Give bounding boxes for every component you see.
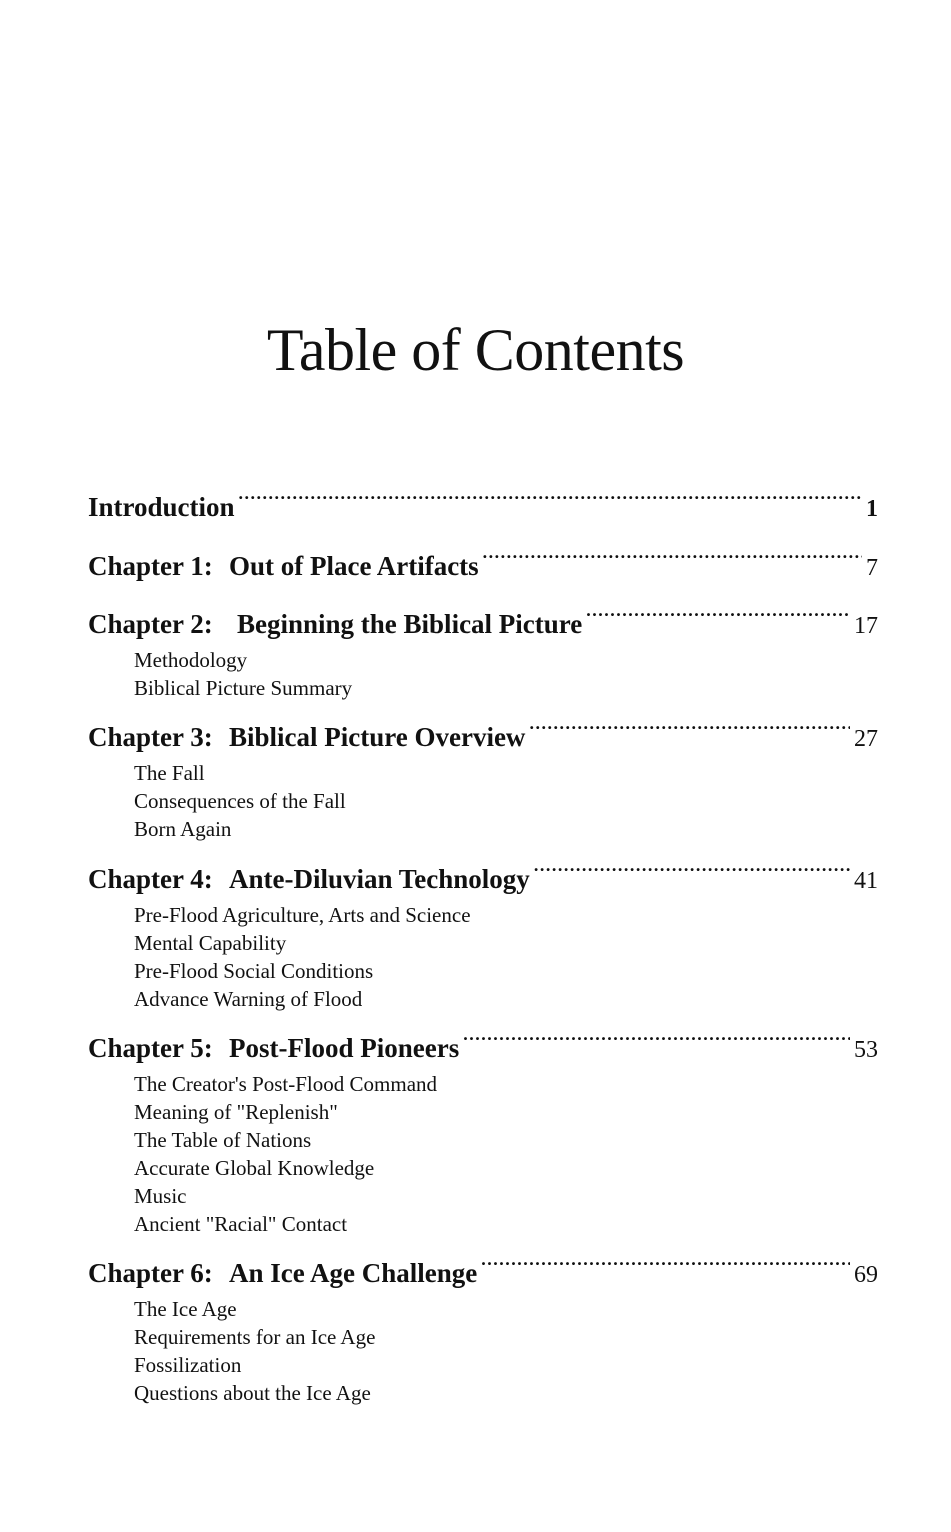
subsection-item: Fossilization (134, 1353, 242, 1377)
page-number: 41 (854, 868, 878, 894)
subsection-item: Pre-Flood Social Conditions (134, 959, 374, 983)
chapter-number: Chapter 1: (88, 551, 213, 581)
subsection-item: Methodology (134, 648, 248, 672)
subsection-item: The Creator's Post-Flood Command (134, 1072, 438, 1096)
toc-entry-chapter-1 (88, 541, 878, 585)
entry-title: Out of Place Artifacts (229, 551, 479, 581)
chapter-number: Chapter 4: (88, 864, 213, 894)
page-title: Table of Contents (266, 317, 685, 383)
subsection-list (134, 646, 878, 702)
dot-leader (534, 854, 850, 888)
toc-entry-line (88, 541, 878, 585)
page-number: 27 (854, 726, 878, 752)
subsection-item: Music (134, 1184, 187, 1208)
subsection-item: Accurate Global Knowledge (134, 1156, 375, 1180)
chapter-number: Chapter 5: (88, 1033, 213, 1063)
toc-entry-chapter-2 (88, 599, 878, 702)
toc-entry-line (88, 1248, 878, 1292)
toc-entry-line (88, 482, 878, 526)
subsection-item: Requirements for an Ice Age (134, 1325, 376, 1349)
dot-leader (481, 1248, 850, 1282)
toc-entry-line (88, 712, 878, 756)
chapter-number: Chapter 6: (88, 1258, 213, 1288)
toc-entry-chapter-5 (88, 1023, 878, 1238)
subsection-item: The Table of Nations (134, 1128, 312, 1152)
toc-entry-line (88, 854, 878, 898)
page-number: 17 (854, 613, 878, 639)
entry-title: Post-Flood Pioneers (229, 1033, 460, 1063)
entry-title: Beginning the Biblical Picture (237, 609, 583, 639)
chapter-number: Chapter 3: (88, 722, 213, 752)
toc-entry-chapter-4 (88, 854, 878, 1013)
subsection-item: The Ice Age (134, 1297, 237, 1321)
subsection-item: The Fall (134, 761, 205, 785)
subsection-item: Biblical Picture Summary (134, 676, 353, 700)
subsection-item: Questions about the Ice Age (134, 1381, 371, 1405)
subsection-item: Ancient "Racial" Contact (134, 1212, 348, 1236)
page-number: 53 (854, 1037, 878, 1063)
dot-leader (586, 599, 850, 633)
dot-leader (483, 541, 862, 575)
subsection-item: Born Again (134, 817, 232, 841)
entry-title: Introduction (88, 492, 235, 522)
subsection-list (134, 759, 878, 843)
toc-entry-chapter-3 (88, 712, 878, 843)
subsection-item: Mental Capability (134, 931, 287, 955)
page-number: 1 (866, 496, 878, 522)
subsection-item: Pre-Flood Agriculture, Arts and Science (134, 903, 471, 927)
dot-leader (463, 1023, 850, 1057)
subsection-item: Advance Warning of Flood (134, 987, 363, 1011)
chapter-number: Chapter 2: (88, 609, 213, 639)
dot-leader (239, 482, 862, 516)
subsection-item: Consequences of the Fall (134, 789, 346, 813)
page-number: 7 (866, 555, 878, 581)
dot-leader (529, 712, 850, 746)
entry-title: Biblical Picture Overview (229, 722, 526, 752)
entry-title: An Ice Age Challenge (229, 1258, 478, 1288)
subsection-list (134, 1070, 878, 1238)
toc-entry-line (88, 599, 878, 643)
page-number: 69 (854, 1262, 878, 1288)
subsection-list (134, 1295, 878, 1407)
subsection-item: Meaning of "Replenish" (134, 1100, 338, 1124)
entry-title: Ante-Diluvian Technology (229, 864, 530, 894)
subsection-list (134, 901, 878, 1013)
toc-entry-chapter-6 (88, 1248, 878, 1407)
toc-entry-introduction (88, 482, 878, 526)
toc-entry-line (88, 1023, 878, 1067)
